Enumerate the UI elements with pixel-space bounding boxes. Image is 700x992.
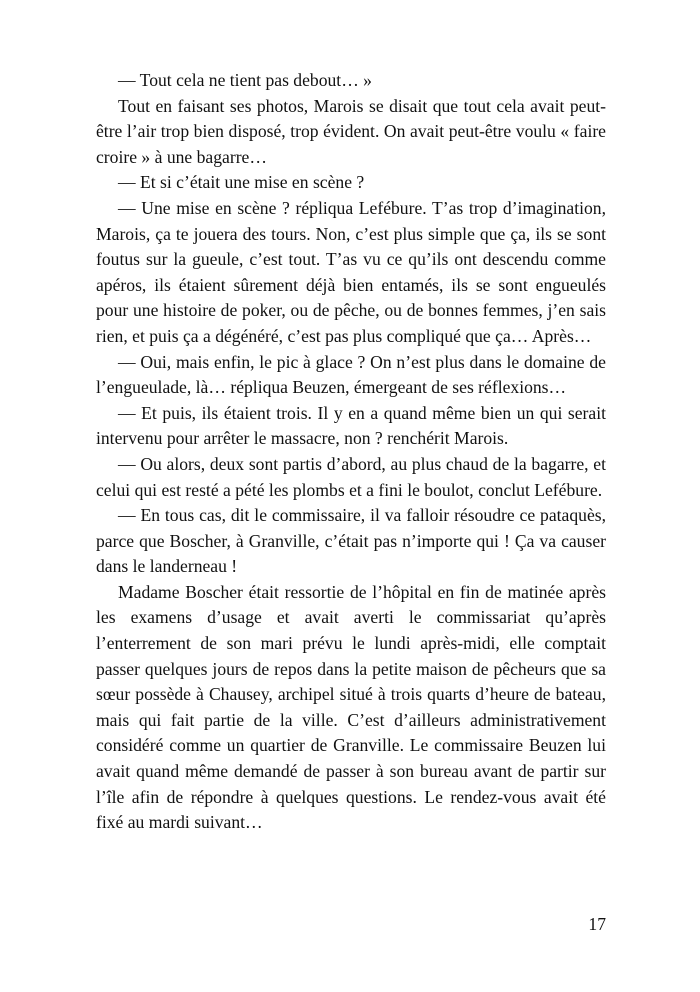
paragraph: — Tout cela ne tient pas debout… » [118,70,372,90]
paragraph: — Ou alors, deux sont partis d’abord, au plus chaud de la bagarre, et celui qui est resté a pété les plombs et a fini le boulot, conclut Lefébure. [96,453,606,500]
paragraph: Madame Boscher était ressortie de l’hôpital en fin de matinée après les examens d’usage et avait averti le commissariat qu’après l’enterrement de son mari prévu le lundi après-midi, elle comptait passer quelques jours de repos dans la petite maison de pêcheurs que sa sœur possède à Chausey, archipel situé à trois quarts d’heure de bateau, mais qui fait partie de la ville. C’est d’ailleurs administrativement considéré comme un quartier de Granville. Le commissaire Beuzen lui avait quand même demandé de passer à son bureau avant de partir sur l’île afin de répondre à quelques questions. Le rendez-vous avait été fixé au mardi suivant… [96,581,606,833]
paragraph: — Oui, mais enfin, le pic à glace ? On n’est plus dans le domaine de l’engueulade, là… répliqua Beuzen, émergeant de ses réflexions… [96,351,606,398]
paragraph: Tout en faisant ses photos, Marois se disait que tout cela avait peut-être l’air trop bien disposé, trop évident. On avait peut-être voulu « faire croire » à une bagarre… [96,95,606,167]
page-number: 17 [588,914,606,934]
paragraph: — Une mise en scène ? répliqua Lefébure. T’as trop d’imagination, Marois, ça te jouera des tours. Non, c’est plus simple que ça, ils se sont foutus sur la gueule, c’est tout. T’as vu ce qu’ils ont descendu comme apéros, ils étaient sûrement déjà bien entamés, ils se sont engueulés pour une histoire de poker, ou de pêche, ou de bonnes femmes, j’en sais rien, et puis ça a dégénéré, c’est pas plus compliqué que ça… Après… [96,197,606,346]
body-text [96,68,606,836]
paragraph: — En tous cas, dit le commissaire, il va falloir résoudre ce pataquès, parce que Boscher, à Granville, c’était pas n’importe qui ! Ça va causer dans le landerneau ! [96,505,606,577]
paragraph: — Et si c’était une mise en scène ? [118,172,365,193]
paragraph: — Et puis, ils étaient trois. Il y en a quand même bien un qui serait intervenu pour arrêter le massacre, non ? renchérit Marois. [96,402,606,449]
